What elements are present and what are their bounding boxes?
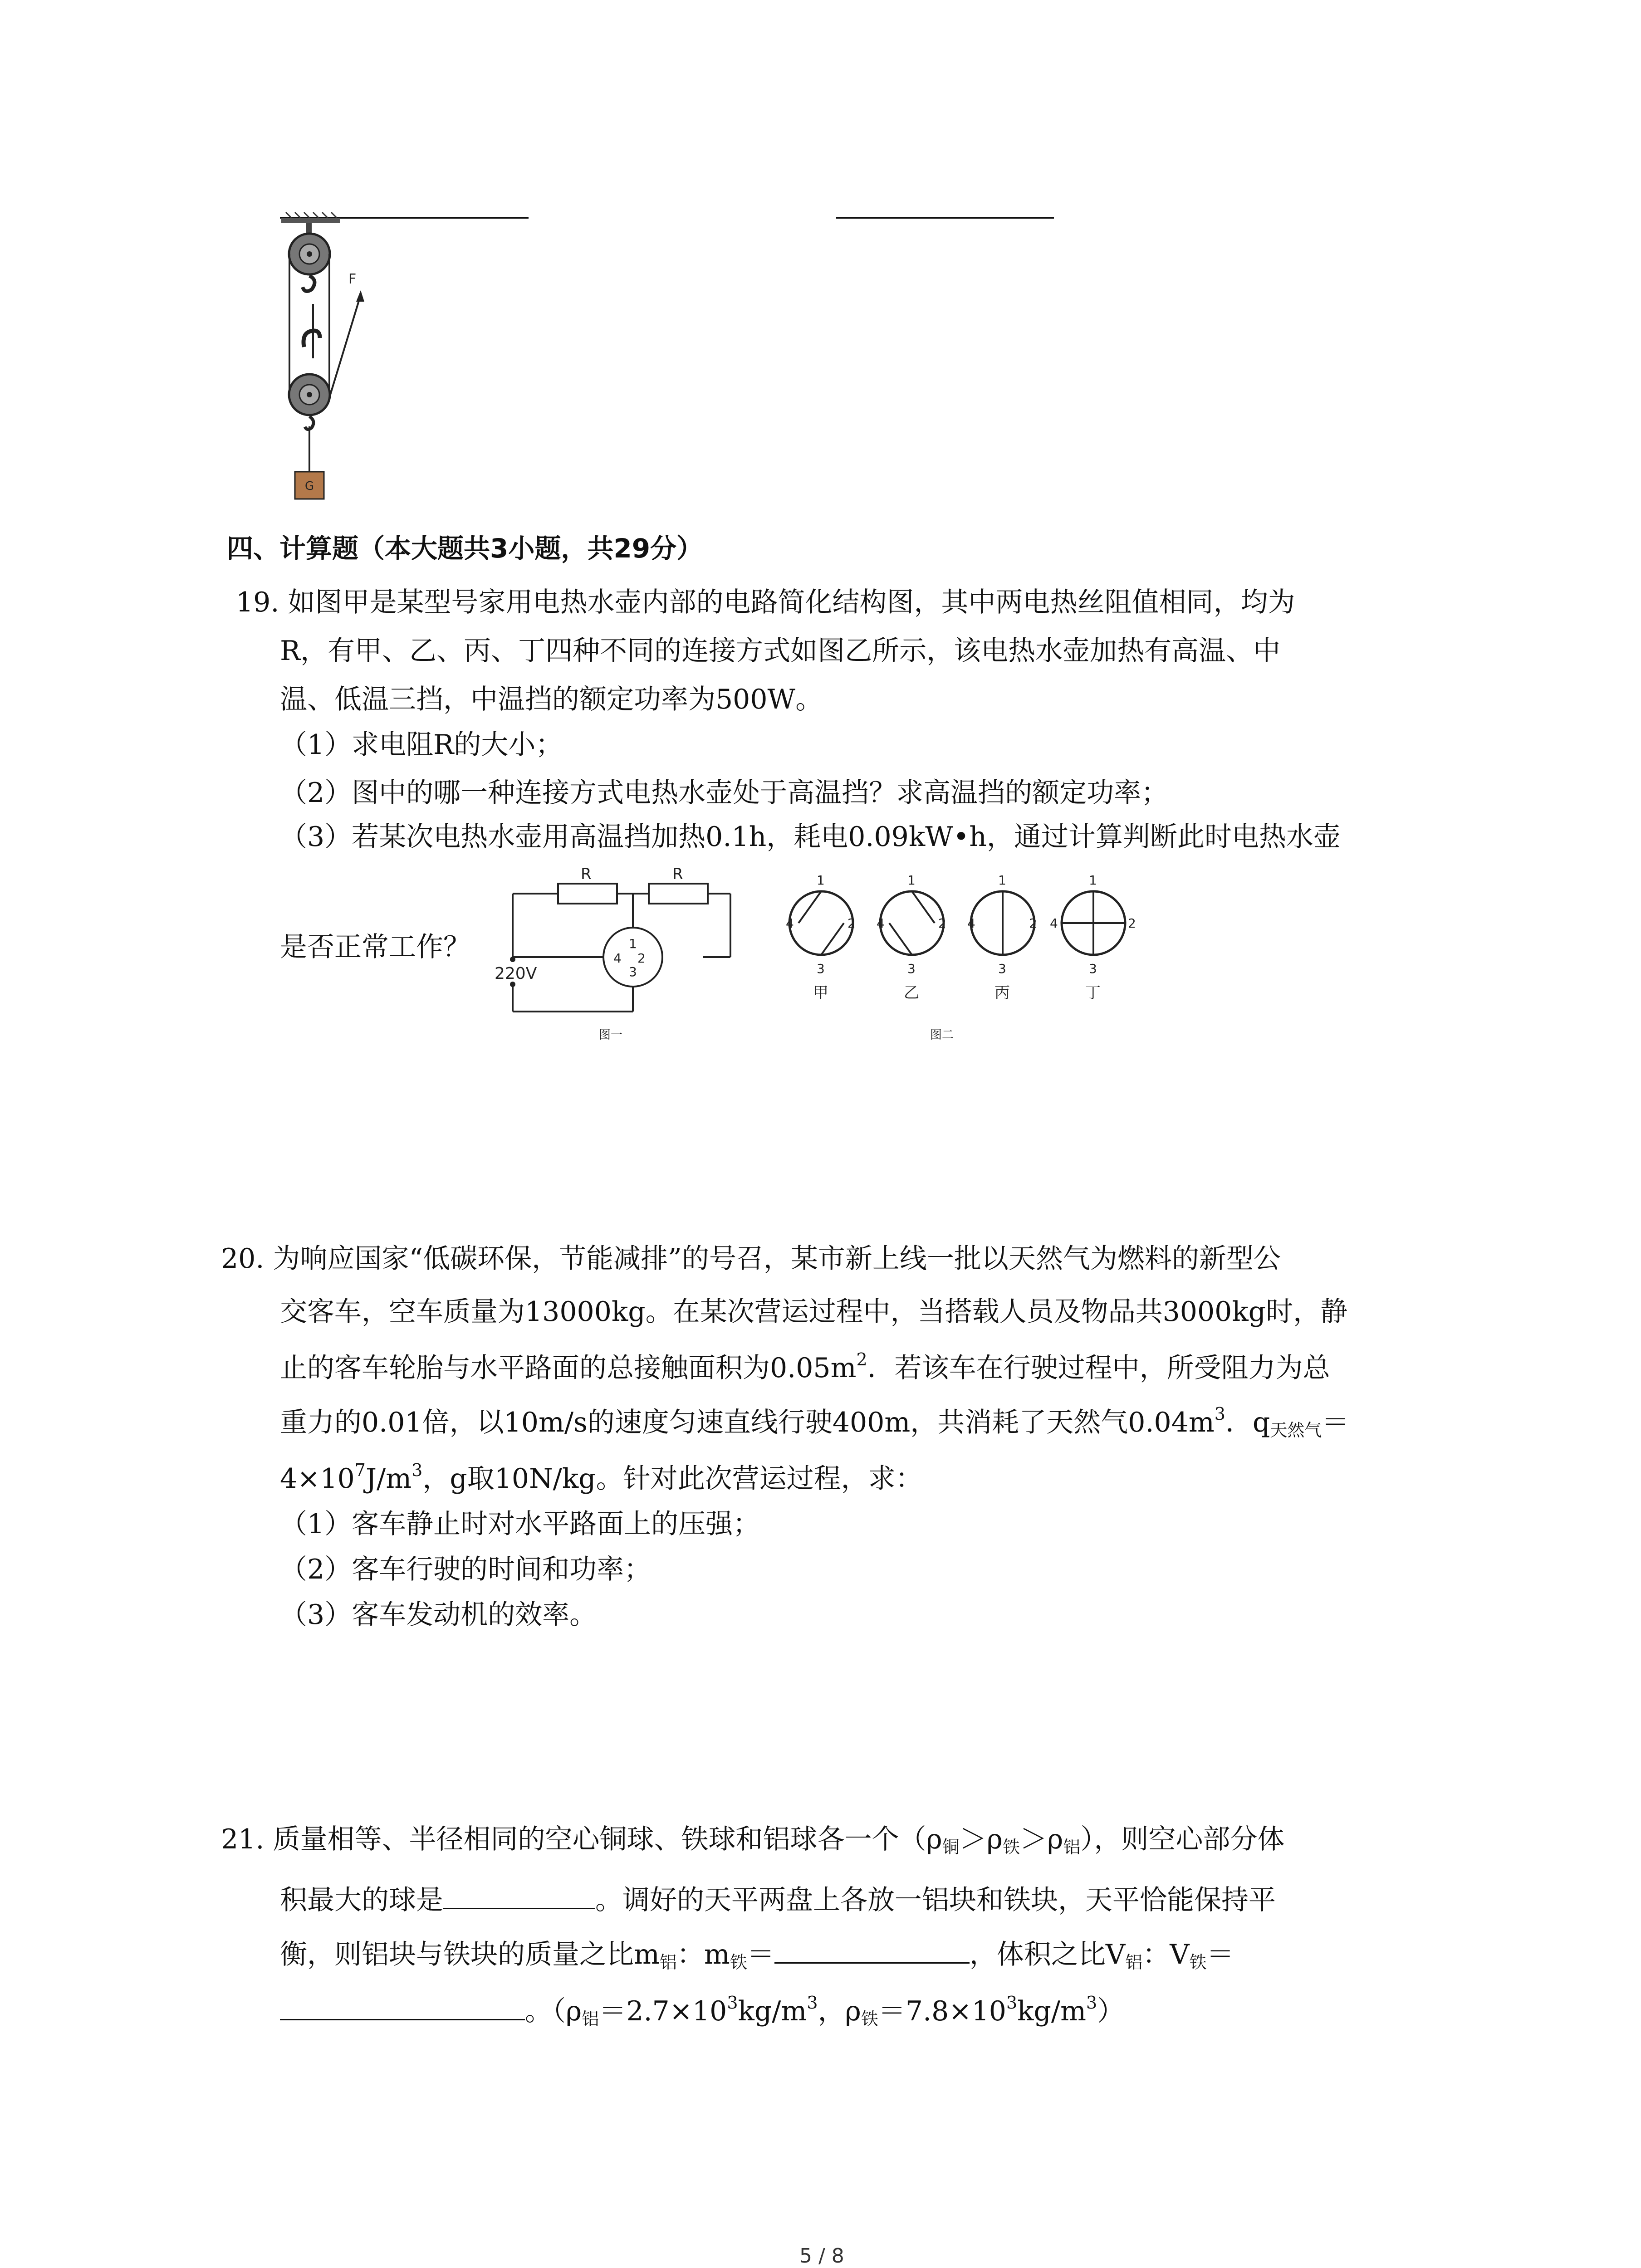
mode-jia: [786, 873, 856, 1002]
terminal-4: 4: [613, 951, 622, 966]
fig1-caption: 图一: [599, 1028, 623, 1042]
circuit-figure-1: [495, 862, 749, 1043]
terminal-2: 2: [637, 951, 646, 966]
svg-text:1: 1: [998, 873, 1006, 888]
svg-text:4: 4: [967, 916, 975, 931]
label-yi: 乙: [904, 984, 919, 1002]
label-jia: 甲: [813, 984, 828, 1002]
q21-line2: 积最大的球是 。调好的天平两盘上各放一铝块和铁块，天平恰能保持平: [280, 1882, 1276, 1914]
label-bing: 丙: [994, 984, 1010, 1002]
q21-line4: 。（$\rho_铝=2.7\times 10^3kg/m^3$，$\rho_铁=7.8\times 10^3kg/m^3$）: [280, 1994, 1124, 2028]
voltage-label: 220V: [495, 964, 537, 983]
force-label: F: [348, 271, 357, 287]
q20-line3: 止的客车轮胎与水平路面的总接触面积为$0.05m^2$．若该车在行驶过程中，所受阻力为总: [280, 1349, 1330, 1384]
svg-text:1: 1: [907, 873, 916, 888]
connection-figure-2: [776, 866, 1148, 1043]
answer-blank-1[interactable]: [443, 1882, 595, 1909]
answer-blank-2[interactable]: [774, 1937, 970, 1964]
resistor-label-2: R: [672, 865, 683, 883]
q20-line4: 重力的0.01倍，以10m/s的速度匀速直线行驶400m，共消耗了天然气$0.04m^3$．$q_{天然气}=$: [280, 1404, 1349, 1440]
svg-text:3: 3: [817, 961, 825, 976]
svg-text:1: 1: [817, 873, 825, 888]
terminal-1: 1: [629, 936, 637, 951]
svg-text:2: 2: [1029, 916, 1037, 931]
answer-blank-3[interactable]: [280, 1994, 525, 2020]
q19-part1: （1）求电阻R的大小；: [280, 729, 563, 761]
q21-line3: 衡，则铝块与铁块的质量之比$m_铝$：$m_铁=$ ，体积之比$V_铝$：$V_铁=$: [280, 1937, 1234, 1971]
q20-line1: 20. 为响应国家“低碳环保，节能减排”的号召，某市新上线一批以天然气为燃料的新型公: [221, 1243, 1281, 1275]
mode-ding: [1050, 873, 1136, 1002]
q19-part2: （2）图中的哪一种连接方式电热水壶处于高温挡？求高温挡的额定功率；: [280, 777, 1169, 809]
page-number: 5 / 8: [799, 2244, 844, 2268]
svg-text:2: 2: [938, 916, 946, 931]
q20-part1: （1）客车静止时对水平路面上的压强；: [280, 1508, 760, 1540]
label-ding: 丁: [1085, 984, 1101, 1002]
mode-yi: [877, 873, 946, 1002]
answer-line-right: [836, 217, 1054, 219]
q20-part2: （2）客车行驶的时间和功率；: [280, 1554, 652, 1585]
q19-line2: R，有甲、乙、丙、丁四种不同的连接方式如图乙所示，该电热水壶加热有高温、中: [280, 635, 1281, 667]
q20-part3: （3）客车发动机的效率。: [280, 1599, 597, 1631]
section-heading: 四、计算题（本大题共3小题，共29分）: [227, 533, 703, 564]
svg-text:3: 3: [907, 961, 916, 976]
svg-text:2: 2: [1128, 916, 1136, 931]
svg-text:3: 3: [1089, 961, 1097, 976]
q19-part3: （3）若某次电热水壶用高温挡加热0.1h，耗电0.09kW•h，通过计算判断此时电热水壶: [280, 821, 1341, 853]
resistor-label-1: R: [581, 865, 592, 883]
q19-line3: 温、低温三挡，中温挡的额定功率为500W。: [280, 684, 823, 715]
q21-line1: 21. 质量相等、半径相同的空心铜球、铁球和铝球各一个$(\rho_铜>\rho_铁>\rho_铝)$，则空心部分体: [221, 1823, 1285, 1857]
svg-text:3: 3: [998, 961, 1006, 976]
q20-line2: 交客车，空车质量为13000kg。在某次营运过程中，当搭载人员及物品共3000kg时，静: [280, 1296, 1348, 1328]
q19-line1: 19. 如图甲是某型号家用电热水壶内部的电路简化结构图，其中两电热丝阻值相同，均为: [236, 587, 1295, 618]
svg-text:4: 4: [786, 916, 794, 931]
pulley-figure: [277, 209, 377, 508]
svg-text:1: 1: [1089, 873, 1097, 888]
svg-text:4: 4: [1050, 916, 1058, 931]
svg-text:2: 2: [847, 916, 856, 931]
fig2-caption: 图二: [930, 1028, 954, 1042]
mode-bing: [967, 873, 1037, 1002]
weight-label: G: [305, 479, 314, 493]
q20-line5: $4\times 10^7J/m^3$，g取10N/kg。针对此次营运过程，求：: [280, 1460, 923, 1495]
svg-text:4: 4: [877, 916, 885, 931]
terminal-3: 3: [629, 964, 637, 979]
q19-part3-cont: 是否正常工作？: [280, 931, 470, 963]
